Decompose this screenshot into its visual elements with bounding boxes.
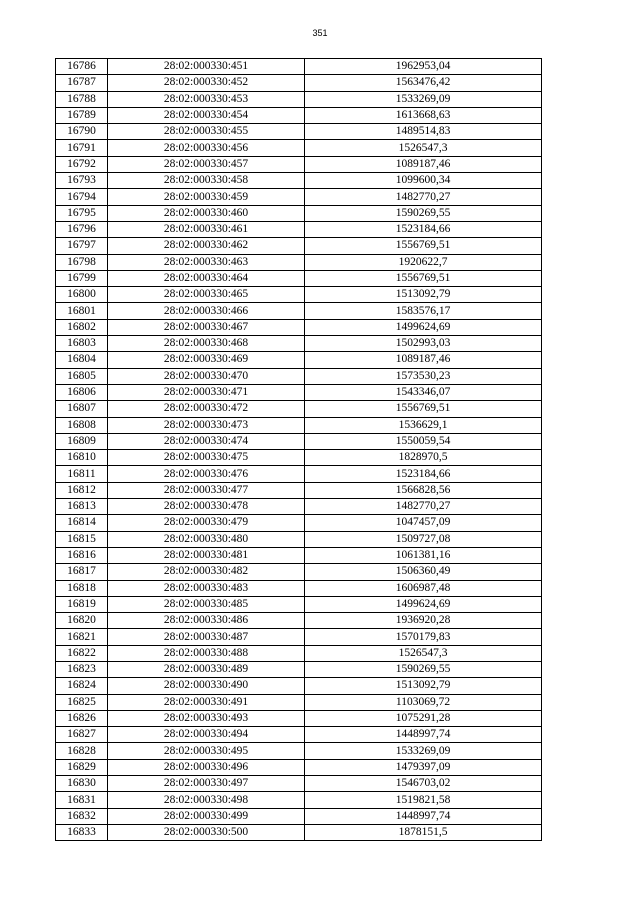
row-number-cell: 16813: [56, 499, 108, 515]
cadastral-value-cell: 1533269,09: [305, 743, 542, 759]
table-row: [56, 759, 542, 775]
cadastral-number-cell: 28:02:000330:476: [108, 466, 305, 482]
table-row: [56, 270, 542, 286]
table-row: [56, 336, 542, 352]
table-row: [56, 384, 542, 400]
row-number-cell: 16792: [56, 156, 108, 172]
row-number-cell: 16797: [56, 238, 108, 254]
cadastral-value-cell: 1482770,27: [305, 189, 542, 205]
table-row: [56, 531, 542, 547]
table-row: [56, 678, 542, 694]
cadastral-value-cell: 1613668,63: [305, 107, 542, 123]
table-row: [56, 368, 542, 384]
cadastral-number-cell: 28:02:000330:474: [108, 433, 305, 449]
table-row: [56, 75, 542, 91]
cadastral-value-table: [55, 58, 542, 841]
row-number-cell: 16829: [56, 759, 108, 775]
table-row: [56, 303, 542, 319]
cadastral-value-cell: 1920622,7: [305, 254, 542, 270]
table-row: [56, 173, 542, 189]
table-row: [56, 547, 542, 563]
cadastral-value-cell: 1526547,3: [305, 140, 542, 156]
cadastral-number-cell: 28:02:000330:499: [108, 808, 305, 824]
cadastral-value-cell: 1499624,69: [305, 319, 542, 335]
cadastral-value-cell: 1936920,28: [305, 613, 542, 629]
table-row: [56, 124, 542, 140]
cadastral-number-cell: 28:02:000330:487: [108, 629, 305, 645]
cadastral-number-cell: 28:02:000330:477: [108, 482, 305, 498]
row-number-cell: 16809: [56, 433, 108, 449]
cadastral-number-cell: 28:02:000330:494: [108, 727, 305, 743]
cadastral-number-cell: 28:02:000330:458: [108, 173, 305, 189]
table-row: [56, 596, 542, 612]
page-number: 351: [312, 28, 328, 38]
row-number-cell: 16826: [56, 710, 108, 726]
row-number-cell: 16831: [56, 792, 108, 808]
cadastral-value-cell: 1103069,72: [305, 694, 542, 710]
row-number-cell: 16786: [56, 59, 108, 75]
cadastral-number-cell: 28:02:000330:464: [108, 270, 305, 286]
row-number-cell: 16820: [56, 613, 108, 629]
row-number-cell: 16800: [56, 287, 108, 303]
row-number-cell: 16803: [56, 336, 108, 352]
cadastral-number-cell: 28:02:000330:470: [108, 368, 305, 384]
table-row: [56, 238, 542, 254]
cadastral-number-cell: 28:02:000330:483: [108, 580, 305, 596]
row-number-cell: 16832: [56, 808, 108, 824]
row-number-cell: 16818: [56, 580, 108, 596]
cadastral-value-cell: 1061381,16: [305, 547, 542, 563]
row-number-cell: 16788: [56, 91, 108, 107]
row-number-cell: 16827: [56, 727, 108, 743]
table-row: [56, 792, 542, 808]
row-number-cell: 16805: [56, 368, 108, 384]
table-row: [56, 564, 542, 580]
cadastral-value-cell: 1583576,17: [305, 303, 542, 319]
cadastral-number-cell: 28:02:000330:467: [108, 319, 305, 335]
cadastral-value-cell: 1570179,83: [305, 629, 542, 645]
cadastral-number-cell: 28:02:000330:454: [108, 107, 305, 123]
table-row: [56, 91, 542, 107]
table-row: [56, 710, 542, 726]
cadastral-value-cell: 1543346,07: [305, 384, 542, 400]
row-number-cell: 16798: [56, 254, 108, 270]
row-number-cell: 16796: [56, 221, 108, 237]
cadastral-number-cell: 28:02:000330:455: [108, 124, 305, 140]
cadastral-value-cell: 1099600,34: [305, 173, 542, 189]
row-number-cell: 16814: [56, 515, 108, 531]
row-number-cell: 16819: [56, 596, 108, 612]
row-number-cell: 16793: [56, 173, 108, 189]
cadastral-number-cell: 28:02:000330:480: [108, 531, 305, 547]
row-number-cell: 16825: [56, 694, 108, 710]
row-number-cell: 16833: [56, 824, 108, 840]
cadastral-value-cell: 1590269,55: [305, 205, 542, 221]
row-number-cell: 16808: [56, 417, 108, 433]
row-number-cell: 16812: [56, 482, 108, 498]
row-number-cell: 16824: [56, 678, 108, 694]
row-number-cell: 16787: [56, 75, 108, 91]
cadastral-number-cell: 28:02:000330:496: [108, 759, 305, 775]
table-row: [56, 107, 542, 123]
cadastral-number-cell: 28:02:000330:471: [108, 384, 305, 400]
cadastral-value-cell: 1563476,42: [305, 75, 542, 91]
row-number-cell: 16816: [56, 547, 108, 563]
table-row: [56, 59, 542, 75]
cadastral-value-cell: 1506360,49: [305, 564, 542, 580]
table-row: [56, 156, 542, 172]
table-row: [56, 401, 542, 417]
table-row: [56, 808, 542, 824]
cadastral-value-cell: 1526547,3: [305, 645, 542, 661]
table-row: [56, 645, 542, 661]
cadastral-number-cell: 28:02:000330:481: [108, 547, 305, 563]
table-row: [56, 417, 542, 433]
row-number-cell: 16806: [56, 384, 108, 400]
row-number-cell: 16804: [56, 352, 108, 368]
row-number-cell: 16821: [56, 629, 108, 645]
cadastral-value-cell: 1556769,51: [305, 238, 542, 254]
row-number-cell: 16795: [56, 205, 108, 221]
table-row: [56, 824, 542, 840]
cadastral-value-cell: 1556769,51: [305, 270, 542, 286]
cadastral-number-cell: 28:02:000330:469: [108, 352, 305, 368]
cadastral-number-cell: 28:02:000330:500: [108, 824, 305, 840]
cadastral-value-cell: 1448997,74: [305, 808, 542, 824]
row-number-cell: 16802: [56, 319, 108, 335]
cadastral-value-cell: 1489514,83: [305, 124, 542, 140]
table-row: [56, 140, 542, 156]
cadastral-value-cell: 1482770,27: [305, 499, 542, 515]
table-row: [56, 189, 542, 205]
cadastral-number-cell: 28:02:000330:490: [108, 678, 305, 694]
table-row: [56, 499, 542, 515]
cadastral-number-cell: 28:02:000330:463: [108, 254, 305, 270]
cadastral-value-cell: 1533269,09: [305, 91, 542, 107]
cadastral-value-cell: 1550059,54: [305, 433, 542, 449]
cadastral-number-cell: 28:02:000330:473: [108, 417, 305, 433]
cadastral-number-cell: 28:02:000330:475: [108, 450, 305, 466]
table-row: [56, 450, 542, 466]
table-row: [56, 727, 542, 743]
table-body: [56, 59, 542, 841]
cadastral-value-cell: 1573530,23: [305, 368, 542, 384]
cadastral-number-cell: 28:02:000330:466: [108, 303, 305, 319]
cadastral-number-cell: 28:02:000330:489: [108, 661, 305, 677]
cadastral-value-cell: 1962953,04: [305, 59, 542, 75]
cadastral-value-cell: 1828970,5: [305, 450, 542, 466]
cadastral-value-cell: 1519821,58: [305, 792, 542, 808]
cadastral-value-cell: 1606987,48: [305, 580, 542, 596]
cadastral-value-cell: 1448997,74: [305, 727, 542, 743]
cadastral-value-cell: 1513092,79: [305, 287, 542, 303]
cadastral-value-cell: 1556769,51: [305, 401, 542, 417]
cadastral-value-cell: 1047457,09: [305, 515, 542, 531]
cadastral-number-cell: 28:02:000330:497: [108, 776, 305, 792]
cadastral-number-cell: 28:02:000330:453: [108, 91, 305, 107]
cadastral-number-cell: 28:02:000330:478: [108, 499, 305, 515]
cadastral-value-cell: 1502993,03: [305, 336, 542, 352]
table-row: [56, 482, 542, 498]
cadastral-number-cell: 28:02:000330:488: [108, 645, 305, 661]
cadastral-number-cell: 28:02:000330:452: [108, 75, 305, 91]
table-row: [56, 466, 542, 482]
table-row: [56, 254, 542, 270]
cadastral-value-cell: 1536629,1: [305, 417, 542, 433]
table-row: [56, 352, 542, 368]
cadastral-number-cell: 28:02:000330:468: [108, 336, 305, 352]
table-row: [56, 433, 542, 449]
row-number-cell: 16801: [56, 303, 108, 319]
table-row: [56, 205, 542, 221]
cadastral-value-cell: 1566828,56: [305, 482, 542, 498]
table-row: [56, 613, 542, 629]
cadastral-number-cell: 28:02:000330:461: [108, 221, 305, 237]
cadastral-number-cell: 28:02:000330:459: [108, 189, 305, 205]
cadastral-number-cell: 28:02:000330:491: [108, 694, 305, 710]
cadastral-number-cell: 28:02:000330:485: [108, 596, 305, 612]
row-number-cell: 16830: [56, 776, 108, 792]
cadastral-number-cell: 28:02:000330:460: [108, 205, 305, 221]
table-row: [56, 580, 542, 596]
row-number-cell: 16791: [56, 140, 108, 156]
row-number-cell: 16810: [56, 450, 108, 466]
row-number-cell: 16815: [56, 531, 108, 547]
row-number-cell: 16822: [56, 645, 108, 661]
cadastral-number-cell: 28:02:000330:495: [108, 743, 305, 759]
cadastral-value-cell: 1878151,5: [305, 824, 542, 840]
row-number-cell: 16794: [56, 189, 108, 205]
cadastral-value-cell: 1509727,08: [305, 531, 542, 547]
table-row: [56, 776, 542, 792]
table-row: [56, 515, 542, 531]
cadastral-value-cell: 1513092,79: [305, 678, 542, 694]
table-row: [56, 661, 542, 677]
row-number-cell: 16817: [56, 564, 108, 580]
row-number-cell: 16799: [56, 270, 108, 286]
cadastral-number-cell: 28:02:000330:472: [108, 401, 305, 417]
cadastral-number-cell: 28:02:000330:457: [108, 156, 305, 172]
cadastral-value-cell: 1523184,66: [305, 466, 542, 482]
row-number-cell: 16828: [56, 743, 108, 759]
cadastral-value-cell: 1499624,69: [305, 596, 542, 612]
cadastral-number-cell: 28:02:000330:465: [108, 287, 305, 303]
row-number-cell: 16789: [56, 107, 108, 123]
row-number-cell: 16823: [56, 661, 108, 677]
cadastral-number-cell: 28:02:000330:498: [108, 792, 305, 808]
table-row: [56, 287, 542, 303]
row-number-cell: 16807: [56, 401, 108, 417]
cadastral-value-cell: 1089187,46: [305, 156, 542, 172]
cadastral-number-cell: 28:02:000330:456: [108, 140, 305, 156]
cadastral-value-cell: 1546703,02: [305, 776, 542, 792]
cadastral-value-cell: 1075291,28: [305, 710, 542, 726]
cadastral-number-cell: 28:02:000330:482: [108, 564, 305, 580]
cadastral-value-cell: 1479397,09: [305, 759, 542, 775]
row-number-cell: 16811: [56, 466, 108, 482]
cadastral-number-cell: 28:02:000330:451: [108, 59, 305, 75]
cadastral-number-cell: 28:02:000330:493: [108, 710, 305, 726]
cadastral-number-cell: 28:02:000330:462: [108, 238, 305, 254]
cadastral-number-cell: 28:02:000330:486: [108, 613, 305, 629]
cadastral-value-cell: 1590269,55: [305, 661, 542, 677]
table-row: [56, 221, 542, 237]
cadastral-value-cell: 1523184,66: [305, 221, 542, 237]
table-row: [56, 694, 542, 710]
table-row: [56, 743, 542, 759]
table-row: [56, 319, 542, 335]
cadastral-number-cell: 28:02:000330:479: [108, 515, 305, 531]
row-number-cell: 16790: [56, 124, 108, 140]
table-row: [56, 629, 542, 645]
cadastral-value-cell: 1089187,46: [305, 352, 542, 368]
